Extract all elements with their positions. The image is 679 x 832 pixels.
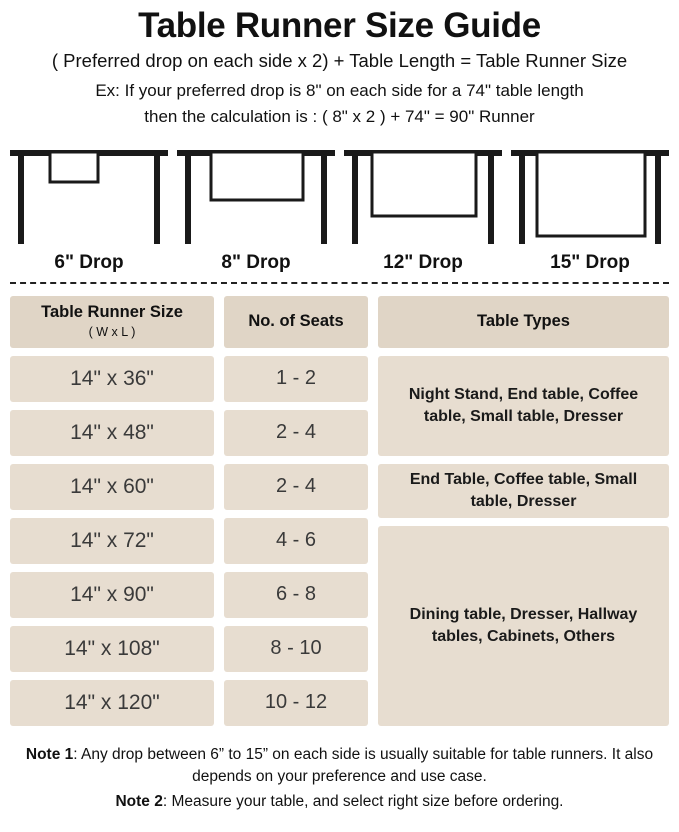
- example-line-1: Ex: If your preferred drop is 8" on each side for a 74" table length: [95, 81, 584, 101]
- table-row: 14" x 36": [10, 356, 214, 402]
- table-drop-illustration-8-icon: [175, 142, 337, 250]
- drop-label-15: 15" Drop: [550, 251, 630, 273]
- size-table: [10, 296, 669, 734]
- column-table-types: [378, 296, 669, 734]
- drop-label-6: 6" Drop: [54, 251, 124, 273]
- dashed-divider: [10, 282, 669, 284]
- drop-diagrams: [0, 140, 679, 250]
- example-line-2: then the calculation is : ( 8" x 2 ) + 74" = 90" Runner: [144, 106, 535, 126]
- drop-diagram-12: [342, 142, 504, 250]
- drop-diagram-6: [8, 142, 170, 250]
- table-row: 8 - 10: [224, 626, 368, 672]
- table-row: 14" x 48": [10, 410, 214, 456]
- header-runner-size-sub: ( W x L ): [88, 324, 136, 339]
- table-row: 2 - 4: [224, 410, 368, 456]
- table-row: 14" x 120": [10, 680, 214, 726]
- header-table-types-label: Table Types: [477, 311, 570, 330]
- note-2-text: : Measure your table, and select right size before ordering.: [162, 792, 564, 810]
- header-runner-size: [10, 296, 214, 348]
- header-seats: [224, 296, 368, 348]
- note-2-label: Note 2: [115, 792, 163, 810]
- drop-diagram-15: [509, 142, 671, 250]
- note-1-text: : Any drop between 6” to 15” on each side is usually suitable for table runners. It also depends on your preference and use case.: [73, 745, 654, 786]
- table-row: 14" x 108": [10, 626, 214, 672]
- drop-label-8: 8" Drop: [221, 251, 291, 273]
- table-row: End Table, Coffee table, Small table, Dresser: [378, 464, 669, 518]
- header-seats-label: No. of Seats: [248, 311, 344, 330]
- table-row: 6 - 8: [224, 572, 368, 618]
- header-table-types: [378, 296, 669, 348]
- table-row: 14" x 60": [10, 464, 214, 510]
- notes-section: [10, 744, 669, 813]
- table-row: Dining table, Dresser, Hallway tables, Cabinets, Others: [378, 526, 669, 726]
- note-2: [10, 791, 669, 813]
- table-row: 1 - 2: [224, 356, 368, 402]
- table-row: Night Stand, End table, Coffee table, Small table, Dresser: [378, 356, 669, 456]
- header-runner-size-main: Table Runner Size: [41, 303, 183, 322]
- table-drop-illustration-12-icon: [342, 142, 504, 250]
- table-drop-illustration-15-icon: [509, 142, 671, 250]
- page-title: Table Runner Size Guide: [138, 6, 541, 45]
- drop-diagram-8: [175, 142, 337, 250]
- size-guide-page: [0, 6, 679, 832]
- table-row: 4 - 6: [224, 518, 368, 564]
- drop-label-row: [0, 252, 679, 274]
- table-row: 14" x 72": [10, 518, 214, 564]
- table-row: 2 - 4: [224, 464, 368, 510]
- column-runner-size: [10, 296, 214, 734]
- table-drop-illustration-6-icon: [8, 142, 170, 250]
- drop-label-12: 12" Drop: [383, 251, 463, 273]
- formula-line: ( Preferred drop on each side x 2) + Table Length = Table Runner Size: [51, 50, 628, 72]
- table-row: 14" x 90": [10, 572, 214, 618]
- table-row: 10 - 12: [224, 680, 368, 726]
- column-seats: [224, 296, 368, 734]
- note-1-label: Note 1: [25, 745, 74, 763]
- note-1: [10, 744, 669, 789]
